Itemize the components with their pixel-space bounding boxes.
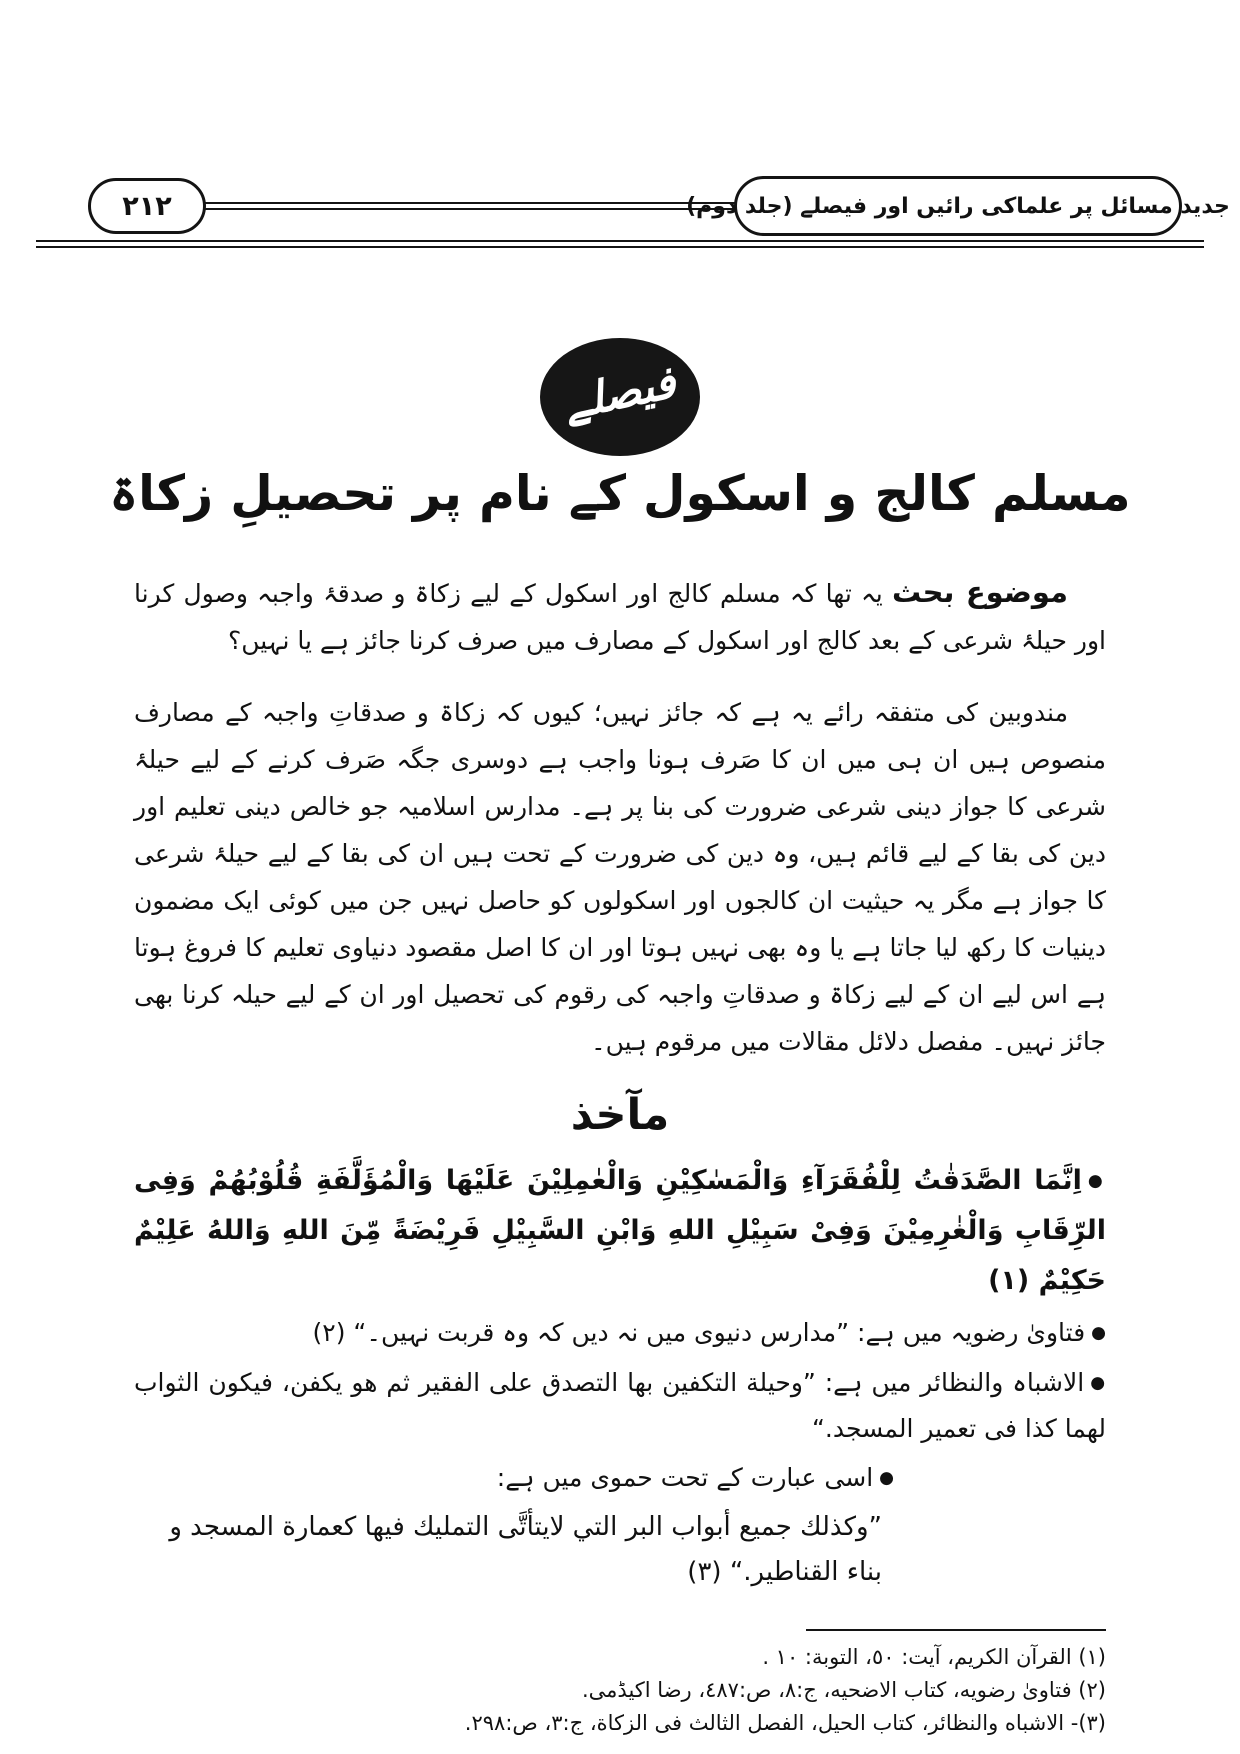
hamawi-intro-text: اسی عبارت کے تحت حموی میں ہے:	[496, 1462, 874, 1492]
chapter-badge	[540, 338, 700, 456]
footnote-3: (۳)- الاشباه والنظائر، کتاب الحیل، الفصل الثالث فی الزکاة، ج:٣، ص:٢٩٨.	[464, 1710, 1106, 1735]
question-lead: موضوع بحث	[891, 575, 1068, 610]
bullet-icon: ●	[1090, 1372, 1106, 1393]
sources-heading: مآخذ	[570, 1090, 670, 1141]
bullet-icon: ●	[1091, 1322, 1106, 1343]
footnote-1: (۱) القرآن الکریم، آیت: ٥٠، التوبة: ١٠ .	[762, 1644, 1106, 1669]
source-item-ashbah	[134, 1360, 1106, 1451]
sources-list	[134, 1156, 1106, 1595]
source-item-verse	[134, 1156, 1106, 1306]
footnote-2: (۲) فتاویٰ رضویه، کتاب الاضحیه، ج:٨، ص:٤٨٧، رضا اکیڈمی.	[582, 1677, 1106, 1702]
bullet-icon: ●	[1087, 1170, 1106, 1191]
book-title-badge	[686, 176, 1230, 236]
book-title: جدید مسائل پر علماکی رائیں اور فیصلے (جلد دوم)	[686, 193, 1230, 219]
quran-verse: اِنَّمَا الصَّدَقٰتُ لِلْفُقَرَآءِ وَالْمَسٰکِیْنِ وَالْعٰمِلِیْنَ عَلَیْهَا وَالْمُؤَلَّفَةِ قُلُوْبُهُمْ وَفِی الرِّقَابِ وَالْغٰرِمِیْنَ وَفِیْ سَبِیْلِ اللهِ وَابْنِ السَّبِیْلِ فَرِیْضَةً مِّنَ اللهِ وَاللهُ عَلِیْمٌ حَکِیْمٌ (۱)	[134, 1164, 1106, 1296]
answer-paragraph: مندوبین کی متفقہ رائے یہ ہے کہ جائز نہیں؛ کیوں کہ زکاۃ و صدقاتِ واجبہ کے مصارف منصوص ہیں ان ہی میں ان کا صَرف ہونا واجب ہے دوسری جگہ صَرف کرنے کے لیے حیلۂ شرعی کا جواز دینی شرعی ضرورت کی بنا پر ہے۔ مدارس اسلامیہ جو خالص دینی تعلیم اور دین کی بقا کے لیے قائم ہیں، وہ دین کی ضرورت کے تحت ہیں ان کی بقا کے لیے حیلۂ شرعی کا جواز ہے مگر یہ حیثیت ان کالجوں اور اسکولوں کو حاصل نہیں جن میں کوئی ایک مضمون دینیات کا رکھ لیا جاتا ہے یا وہ بھی نہیں ہوتا اور ان کا اصل مقصود دنیاوی تعلیم کا فروغ ہوتا ہے اس لیے ان کے لیے زکاۃ و صدقاتِ واجبہ کی رقوم کی تحصیل اور ان کے لیے حیلہ کرنا بھی جائز نہیں۔ مفصل دلائل مقالات میں مرقوم ہیں۔	[134, 698, 1106, 1057]
fatawa-quote: فتاویٰ رضویہ میں ہے: ”مدارس دنیوی میں نہ دیں کہ وہ قربت نہیں۔“ (۲)	[312, 1317, 1086, 1347]
bullet-icon: ●	[879, 1467, 894, 1488]
source-item-hamawi	[134, 1455, 1106, 1501]
page-number: ۲۱۲	[122, 190, 172, 222]
page-number-badge	[88, 178, 206, 234]
body-content	[134, 569, 1106, 1065]
source-item-fatawa	[134, 1310, 1106, 1356]
footnotes-section	[134, 1629, 1106, 1739]
page-title: مسلم کالج و اسکول کے نام پر تحصیلِ زکاۃ	[109, 465, 1131, 522]
footnote-separator	[806, 1629, 1106, 1631]
header-bottom-rule	[36, 240, 1204, 248]
hamawi-arabic-quote: ”وکذلك جمیع أبواب البر التي لایتأتَّی التملیك فیها کعمارة المسجد و بناء القناطیر.“ (۳)	[169, 1511, 882, 1587]
page-header	[50, 166, 1230, 254]
question-text: یہ تھا کہ مسلم کالج اور اسکول کے لیے زکاۃ و صدقۂ واجبہ وصول کرنا اور حیلۂ شرعی کے بعد کالج اور اسکول کے مصارف میں صرف کرنا جائز ہے یا نہیں؟	[134, 579, 1106, 656]
chapter-badge-label: فیصلے	[558, 356, 680, 430]
book-page	[0, 166, 1240, 1754]
ashbah-quote: الاشباہ والنظائر میں ہے: ”وحیلة التکفین بها التصدق علی الفقیر ثم هو یکفن، فیکون الثواب لهما کذا فی تعمیر المسجد.“	[134, 1367, 1106, 1443]
question-paragraph	[134, 569, 1106, 664]
